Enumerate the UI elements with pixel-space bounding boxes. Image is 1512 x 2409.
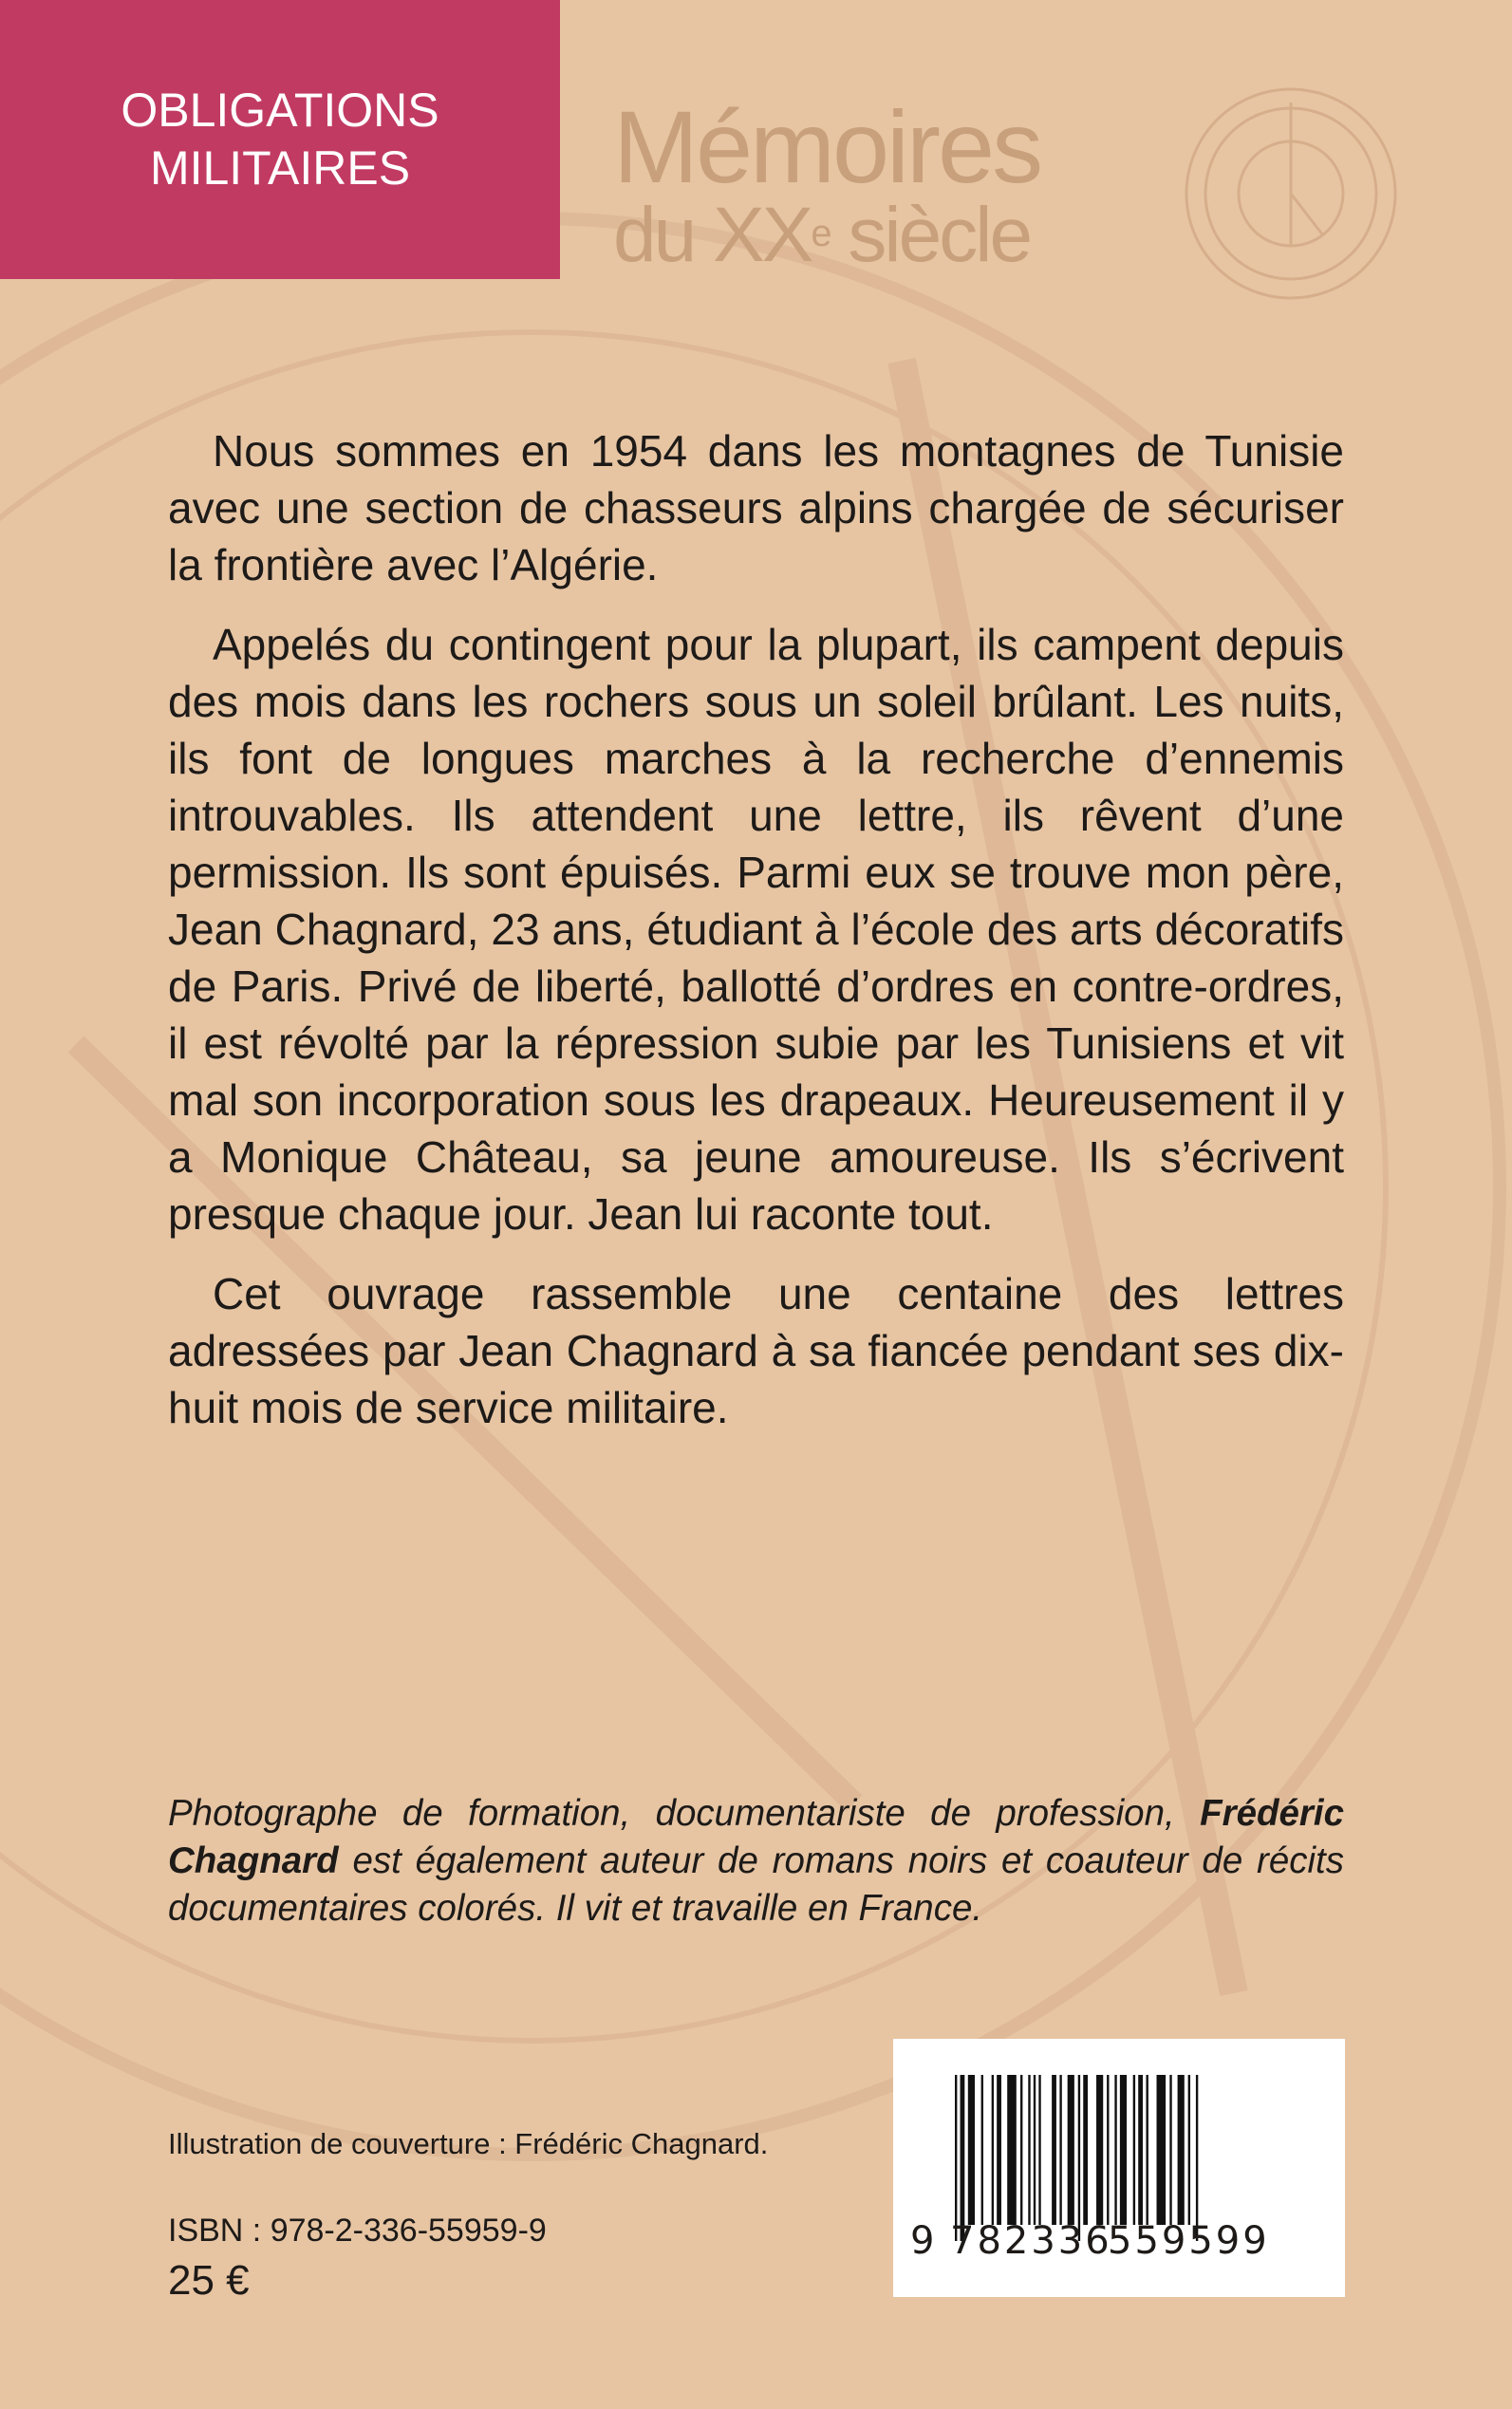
barcode-bar — [997, 2075, 1001, 2225]
barcode-bar — [992, 2075, 994, 2225]
barcode-bar — [1138, 2075, 1143, 2225]
blurb-paragraph: Cet ouvrage rassemble une centaine des lettres adressées par Jean Chagnard à sa fiancée pendant ses dix-huit mois de service militaire. — [168, 1269, 1344, 1432]
barcode-bar — [1107, 2075, 1109, 2225]
clock-logo-icon — [1181, 84, 1401, 304]
barcode-bar — [961, 2075, 965, 2241]
blurb — [168, 422, 1344, 1459]
barcode-bar — [1114, 2075, 1116, 2225]
barcode-bar — [1146, 2075, 1148, 2225]
barcode-digit-first: 9 — [910, 2219, 935, 2263]
barcode-digits-right: 559599 — [1108, 2219, 1270, 2263]
barcode-bar — [1157, 2075, 1167, 2225]
barcode-digits-left: 782336 — [950, 2219, 1112, 2263]
barcode-bar — [955, 2075, 957, 2241]
barcode-bar — [1096, 2075, 1103, 2225]
barcode-bar — [1028, 2075, 1030, 2225]
author-name: Frédéric Chagnard — [168, 1793, 1344, 1881]
series-superscript: e — [811, 213, 830, 254]
barcode-bar — [1078, 2075, 1080, 2241]
price: 25 € — [168, 2257, 250, 2304]
series-title-line-1: Mémoires — [613, 89, 1041, 204]
barcode-bar — [968, 2075, 975, 2225]
author-bio — [168, 1790, 1344, 1933]
bio-text: est également auteur de romans noirs et coauteur de récits documentaires colorés. Il vit et travaille en France. — [168, 1840, 1344, 1929]
barcode-bar — [1188, 2075, 1190, 2225]
collection-line-1: OBLIGATIONS — [121, 84, 439, 137]
barcode-bar — [1034, 2075, 1036, 2225]
collection-line-2: MILITAIRES — [149, 141, 411, 195]
barcode-bar — [1196, 2075, 1198, 2241]
barcode-bar — [1120, 2075, 1127, 2225]
barcode-bar — [981, 2075, 983, 2225]
barcode-bar — [1083, 2075, 1088, 2225]
cover-credit: Illustration de couverture : Frédéric Chagnard. — [168, 2127, 769, 2160]
barcode-bar — [1169, 2075, 1171, 2225]
barcode-bar — [1133, 2075, 1135, 2225]
barcode-bar — [1007, 2075, 1017, 2225]
barcode-bar — [1052, 2075, 1056, 2225]
barcode-bar — [1059, 2075, 1061, 2225]
barcode-bar — [1068, 2075, 1074, 2225]
series-century: du XX — [613, 192, 812, 278]
barcode — [893, 2039, 1345, 2297]
isbn: ISBN : 978-2-336-55959-9 — [168, 2213, 547, 2249]
series-title-line-2 — [613, 192, 1040, 278]
blurb-paragraph: Appelés du contingent pour la plupart, ils campent depuis des mois dans les rochers sous un soleil brûlant. Les nuits, ils font de longues marches à la recherche d’ennemis introuvables. Ils attendent une lettre, ils rêvent d’une permission. Ils sont épuisés. Parmi eux se trouve mon père, Jean Chagnard, 23 ans, étudiant à l’école des arts décoratifs de Paris. Privé de liberté, ballotté d’ordres en contre-ordres, il est révolté par la répression subie par les Tunisiens et vit mal son incorporation sous les drapeaux. Heureusement il y a Monique Château, sa jeune amoureuse. Ils s’écrivent presque chaque jour. Jean lui raconte tout. — [168, 620, 1344, 1239]
series-siecle: siècle — [829, 192, 1031, 278]
barcode-bar — [1178, 2075, 1185, 2225]
collection-label — [0, 0, 560, 279]
blurb-paragraph: Nous sommes en 1954 dans les montagnes de Tunisie avec une section de chasseurs alpins chargée de sécuriser la frontière avec l’Algérie. — [168, 426, 1344, 589]
barcode-bar — [1020, 2075, 1022, 2225]
series-title — [613, 89, 1041, 278]
bio-text: Photographe de formation, documentariste de profession, — [168, 1793, 1201, 1834]
barcode-bar — [1038, 2075, 1040, 2225]
